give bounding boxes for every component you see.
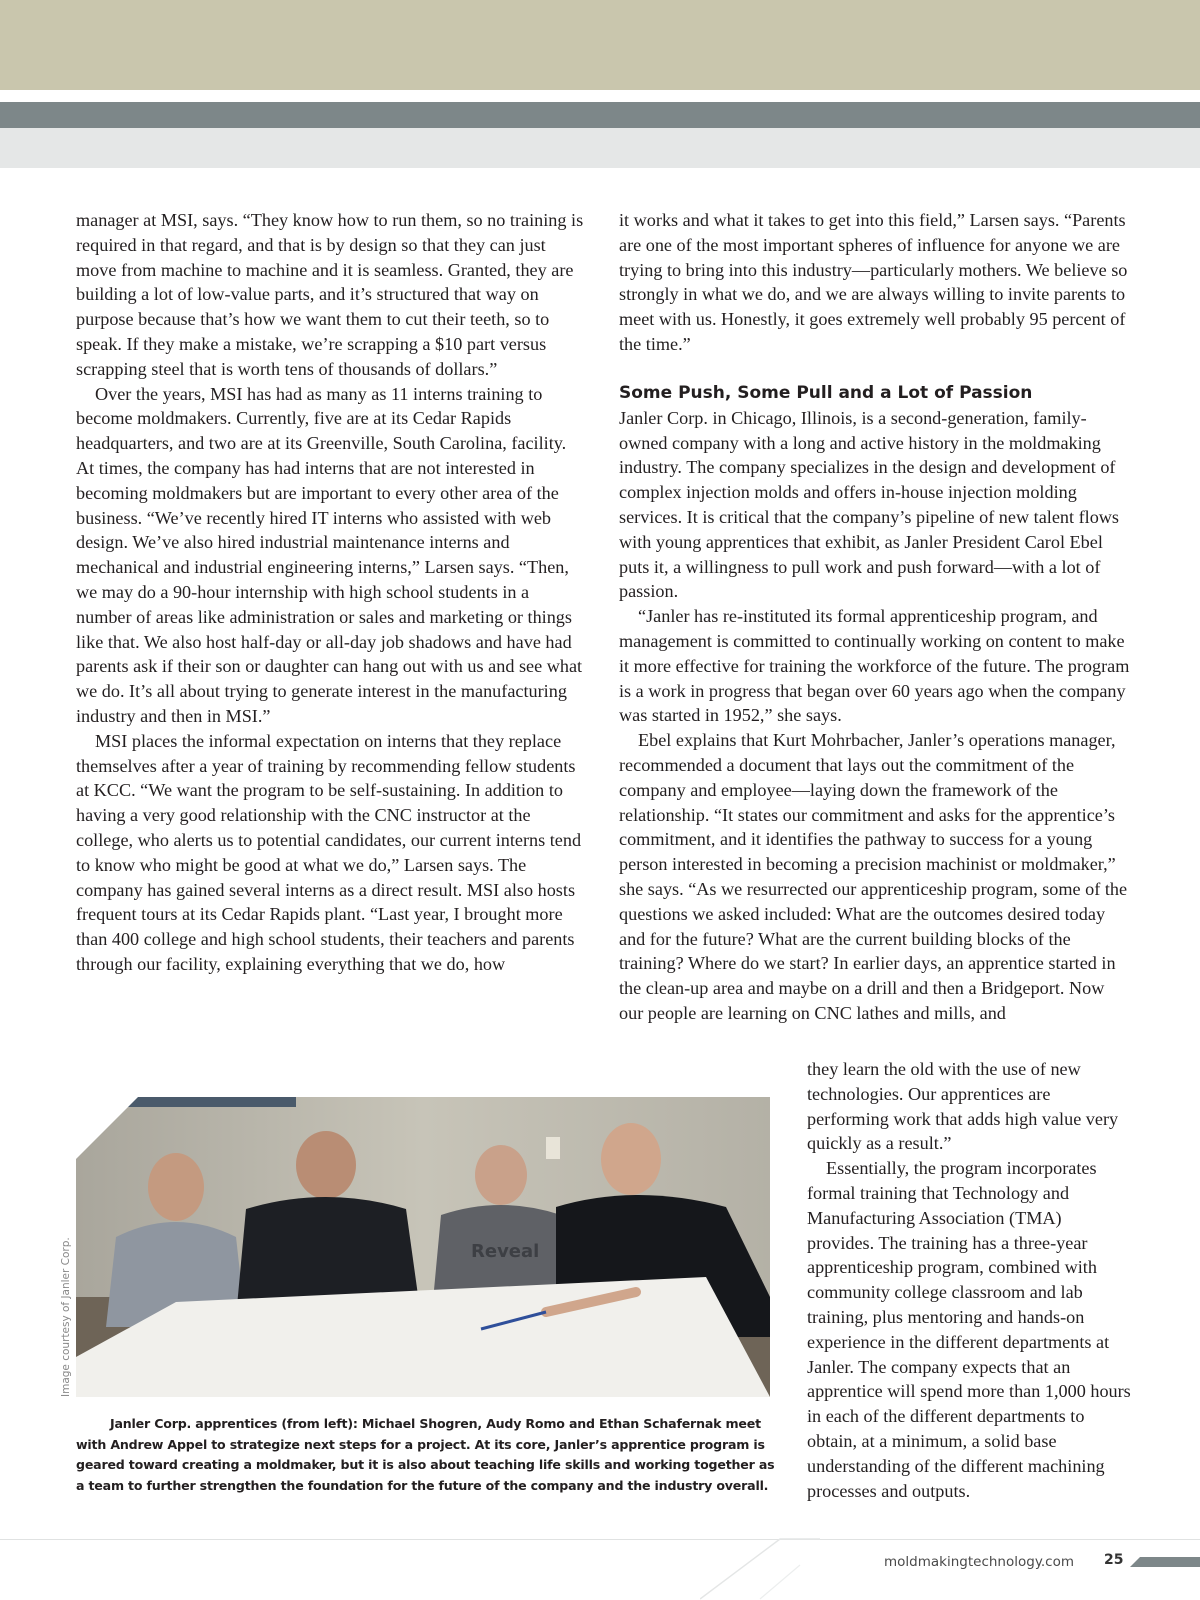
photo-shirt-text: Reveal bbox=[471, 1241, 540, 1262]
article-right-narrow-column bbox=[807, 1057, 1133, 1503]
left-paragraph-3: MSI places the informal expectation on interns that they replace themselves after a year of training by recommending fellow students at KCC. “We want the program to be self-sustaining. In addition to having a very good relationship with the CNC instructor at the college, who alerts us to potential candidates, our current interns tend to know who might be good at what we do,” Larsen says. The company has gained several interns as a direct result. MSI also hosts frequent tours at its Cedar Rapids plant. “Last year, I brought more than 400 college and high school students, their teachers and parents through our facility, explaining everything that we do, how bbox=[76, 730, 582, 974]
photo-person-4-head bbox=[601, 1123, 661, 1195]
photo-light-switch bbox=[546, 1137, 560, 1159]
photo-person-3-head bbox=[475, 1145, 527, 1205]
left-paragraph-1: manager at MSI, says. “They know how to run them, so no training is required in that regard, and that is by design so that they can just move from machine to machine and it is seamless. Granted, they are building a lot of low-value parts, and it’s structured that way on purpose because that’s how we want them to cut their teeth, so to speak. If they make a mistake, we’re scrapping a $10 part versus scrapping steel that is worth tens of thousands of dollars.” bbox=[76, 210, 584, 379]
photo-illustration bbox=[76, 1097, 770, 1397]
photo-caption bbox=[76, 1414, 776, 1496]
photo-credit: Image courtesy of Janler Corp. bbox=[60, 1237, 72, 1397]
narrow-paragraph-1: they learn the old with the use of new technologies. Our apprentices are performing work that adds high value very quickly as a result.” bbox=[807, 1059, 1119, 1154]
header-band-light bbox=[0, 128, 1200, 168]
footer-website: moldmakingtechnology.com bbox=[884, 1554, 1075, 1570]
footer-decoration bbox=[700, 1525, 820, 1600]
header-band-slate bbox=[0, 102, 1200, 128]
page-number: 25 bbox=[1104, 1552, 1124, 1568]
photo-person-1-head bbox=[148, 1153, 204, 1221]
header-band-tan bbox=[0, 0, 1200, 90]
right-paragraph-3: Ebel explains that Kurt Mohrbacher, Janler’s operations manager, recommended a document that lays out the commitment of the company and employee—laying down the framework of the relationship. “It states our commitment and asks for the apprentice’s commitment, and it identifies the pathway to success for a young person interested in becoming a precision machinist or moldmaker,” she says. “As we resurrected our apprenticeship program, some of the questions we asked included: What are the outcomes desired today and for the future? What are the current building blocks of the training? Where do we start? In earlier days, an apprentice started in the clean-up area and maybe on a drill and then a Bridgeport. Now our people are learning on CNC lathes and mills, and bbox=[619, 730, 1128, 1023]
footer-rule bbox=[0, 1539, 1200, 1540]
apprentices-photo bbox=[76, 1097, 770, 1397]
article-left-column bbox=[76, 208, 586, 977]
left-paragraph-2: Over the years, MSI has had as many as 11 interns training to become moldmakers. Currently, five are at its Cedar Rapids headquarters, and two are at its Greenville, South Carolina, facility. At times, the company has had interns that are not interested in becoming moldmakers but are important to every other area of the business. “We’ve recently hired IT interns who assisted with web design. We’ve also hired industrial maintenance interns and mechanical and industrial engineering interns,” Larsen says. “Then, we may do a 90-hour internship with high school students in a number of areas like administration or sales and marketing or things like that. We also host half-day or all-day job shadows and have had parents ask if their son or daughter can hang out with us and see what we do. It’s all about trying to generate interest in the manufacturing industry and then in MSI.” bbox=[76, 383, 583, 726]
narrow-paragraph-2: Essentially, the program incorporates formal training that Technology and Manufacturing Association (TMA) provides. The training has a three-year apprenticeship program, combined with community college classroom and lab training, plus mentoring and hands-on experience in the different departments at Janler. The company expects that an apprentice will spend more than 1,000 hours in each of the different departments to obtain, at a minimum, a solid base understanding of the different machining processes and outputs. bbox=[807, 1158, 1131, 1501]
header-band-gap bbox=[0, 90, 1200, 102]
article-right-column bbox=[619, 208, 1133, 1026]
section-subhead: Some Push, Some Pull and a Lot of Passion bbox=[619, 382, 1033, 403]
right-paragraph-1: Janler Corp. in Chicago, Illinois, is a second-generation, family-owned company with a long and active history in the moldmaking industry. The company specializes in the design and development of complex injection molds and offers in-house injection molding services. It is critical that the company’s pipeline of new talent flows with young apprentices that exhibit, as Janler President Carol Ebel puts it, a willingness to pull work and push forward—with a lot of passion. bbox=[619, 407, 1120, 602]
photo-person-2-head bbox=[296, 1131, 356, 1199]
footer-tab bbox=[1130, 1557, 1200, 1567]
right-paragraph-continued: it works and what it takes to get into this field,” Larsen says. “Parents are one of the most important spheres of influence for anyone we are trying to bring into this industry—particularly mothers. We believe so strongly in what we do, and we are always willing to invite parents to meet with us. Honestly, it goes extremely well probably 95 percent of the time.” bbox=[619, 210, 1128, 354]
caption-text: Janler Corp. apprentices (from left): Michael Shogren, Audy Romo and Ethan Schafernak meet with Andrew Appel to strategize next steps for a project. At its core, Janler’s apprentice program is geared toward creating a moldmaker, but it is also about teaching life skills and working together as a team to further strengthen the foundation for the future of the company and the industry overall. bbox=[76, 1416, 775, 1493]
right-paragraph-2: “Janler has re-instituted its formal apprenticeship program, and management is committed to continually working on content to make it more effective for training the workforce of the future. The program is a work in progress that began over 60 years ago when the company was started in 1952,” she says. bbox=[619, 606, 1130, 726]
photo-corner-cut bbox=[76, 1097, 138, 1159]
